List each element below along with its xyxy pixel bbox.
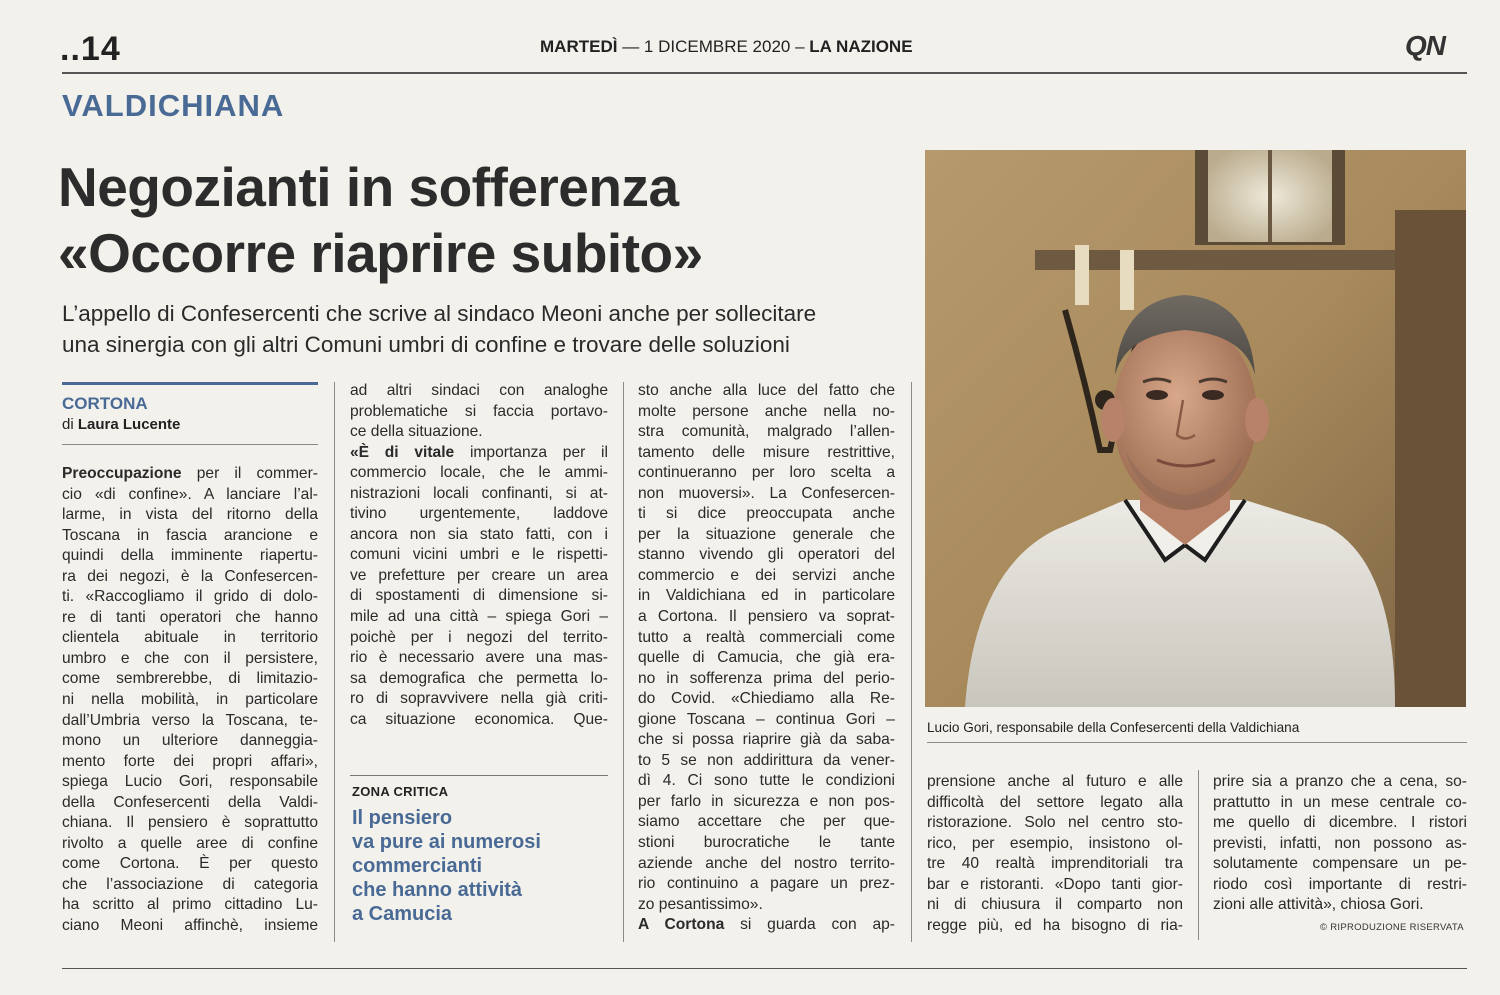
article-line: che si possa riaprire già da saba- — [638, 731, 895, 749]
subhead-line: una sinergia con gli altri Comuni umbri di confine e trovare delle soluzioni — [62, 332, 790, 357]
article-line: to 5 se non addirittura da vener- — [638, 751, 895, 769]
article-line: tutto a realtà commerciali come — [638, 628, 895, 646]
box-line: commercianti — [352, 855, 483, 877]
article-line: a Cortona. Il pensiero va soprat- — [638, 608, 895, 626]
byline-location: CORTONA — [62, 394, 148, 413]
paragraph-lead: «È di vitale — [350, 443, 455, 461]
headline — [58, 154, 908, 286]
article-line: commercio locale, che le ammi- — [350, 464, 608, 482]
article-line: umbro e che con il persistere, — [62, 649, 318, 667]
article-line: cio «di confine». A lanciare l’al- — [62, 485, 318, 503]
article-line: commercio e dei servizi anche — [638, 566, 895, 584]
article-line: ti. «Raccogliamo il grido di dolo- — [62, 588, 318, 606]
article-line: mento forte dei propri affari», — [62, 752, 318, 770]
article-line: ni di chiusura il comparto non — [927, 896, 1183, 914]
article-line: ad altri sindaci con analoghe — [350, 382, 608, 399]
article-line: poichè per i negozi del territo- — [350, 628, 608, 646]
article-line: Toscana in fascia arancione e — [62, 526, 318, 544]
article-line: continueranno per loro scelta a — [638, 464, 895, 482]
qn-logo: QN — [1405, 30, 1445, 61]
article-line: prattutto in un mese centrale co- — [1213, 793, 1467, 811]
dateline-date: 1 DICEMBRE 2020 — [643, 37, 791, 56]
box-top-rule — [350, 775, 608, 776]
box-line: a Camucia — [352, 903, 453, 925]
byline-author: di Laura Lucente — [62, 416, 181, 433]
article-line: stra comunità, malgrado l’allen- — [638, 423, 895, 441]
article-line: come Cortona. È per questo — [62, 855, 318, 873]
article-line: problematiche si faccia portavo- — [350, 402, 608, 420]
article-line: bar e ristoranti. «Dopo tanti gior- — [927, 875, 1183, 893]
article-line: gione Toscana – continua Gori – — [638, 710, 895, 728]
article-line: ni nella mobilità, in particolare — [62, 691, 318, 709]
article-line: prensione anche al futuro e alle — [927, 773, 1183, 790]
byline-bottom-rule — [62, 444, 318, 445]
article-line: Preoccupazione per il commer- — [62, 465, 318, 482]
article-line: comuni vicini umbri e le rispetti- — [350, 546, 608, 564]
article-line: aziende anche del nostro territo- — [638, 854, 895, 872]
article-line: nistrazioni locali confinanti, si at- — [350, 484, 608, 502]
page-number: ..14 — [60, 30, 121, 68]
article-line: prire sia a pranzo che a cena, so- — [1213, 773, 1467, 790]
article-line: per la situazione generale che — [638, 525, 895, 543]
column-divider — [911, 382, 912, 942]
article-line: tivino urgentemente, laddove — [350, 505, 608, 523]
article-column-3 — [638, 381, 895, 936]
article-line: spiega Lucio Gori, responsabile — [62, 773, 318, 791]
article-line: zo pesantissimo». — [638, 895, 763, 913]
article-line: regge più, ed ha bisogno di ria- — [927, 916, 1183, 934]
box-line: Il pensiero — [352, 807, 453, 829]
article-line: difficoltà del settore legato alla — [927, 793, 1183, 811]
subheadline — [62, 298, 912, 360]
article-line: tre 40 realtà imprenditoriali tra — [927, 855, 1183, 873]
article-line: previsti, infatti, non possono as- — [1213, 834, 1467, 852]
article-line: ciano Meoni affinchè, insieme — [62, 917, 318, 935]
article-column-5 — [1213, 772, 1467, 916]
article-line: della Confesercenti della Valdi- — [62, 793, 318, 811]
article-line: quelle di Camucia, che già era- — [638, 649, 895, 667]
footer-rule — [62, 968, 1467, 969]
article-line: mono un ulteriore danneggia- — [62, 732, 318, 750]
article-line: stioni burocratiche le tante — [638, 834, 895, 852]
article-line: ancora non sia stato fatti, con i — [350, 525, 608, 543]
article-line: non muoversi». La Confesercen- — [638, 484, 895, 502]
article-line: do Covid. «Chiediamo alla Re- — [638, 690, 895, 708]
article-line: ca situazione economica. Que- — [350, 710, 608, 728]
section-title: VALDICHIANA — [62, 88, 285, 123]
article-column-2 — [350, 381, 608, 730]
photo-caption: Lucio Gori, responsabile della Confesercenti della Valdichiana — [927, 720, 1300, 735]
article-line: stanno vivendo gli operatori del — [638, 546, 895, 564]
portrait-photo — [925, 150, 1466, 707]
article-line: ristorazione. Solo nel centro sto- — [927, 814, 1183, 832]
article-line: ro di sopravvivere nella già criti- — [350, 690, 608, 708]
article-column-4 — [927, 772, 1183, 936]
article-column-1 — [62, 464, 318, 937]
article-line: che l’associazione di categoria — [62, 875, 318, 893]
article-line: zioni alle attività», chiosa Gori. — [1213, 896, 1424, 914]
article-line: ra dei negozi, è la Confesercen- — [62, 567, 318, 585]
portrait-illustration — [925, 150, 1466, 707]
article-line: tamento delle misure restrittive, — [638, 443, 895, 461]
headline-line: «Occorre riaprire subito» — [58, 222, 703, 284]
article-line: sa demografica che permetta lo- — [350, 669, 608, 687]
article-line: quindi della imminente riapertu- — [62, 547, 318, 565]
article-line: rio continuino a pagare un prez- — [638, 875, 895, 893]
byline-rule — [62, 382, 318, 385]
newspaper-name: LA NAZIONE — [809, 37, 913, 56]
box-label: ZONA CRITICA — [352, 784, 449, 799]
paragraph-lead: Preoccupazione — [62, 465, 182, 482]
dateline: MARTEDÌ — 1 DICEMBRE 2020 – LA NAZIONE — [540, 37, 913, 56]
paragraph-lead: A Cortona — [638, 916, 725, 934]
article-line: larme, in vista del ritorno della — [62, 506, 318, 524]
article-line: me quello di dicembre. I ristori — [1213, 814, 1467, 832]
article-line: come sembrerebbe, di limitazio- — [62, 670, 318, 688]
headline-line: Negozianti in sofferenza — [58, 156, 679, 218]
subhead-line: L’appello di Confesercenti che scrive al sindaco Meoni anche per sollecitare — [62, 301, 817, 326]
article-line: ti si dice preoccupata anche — [638, 505, 895, 523]
column-divider — [334, 382, 335, 942]
article-line: siamo accettare che per que- — [638, 813, 895, 831]
caption-rule — [927, 742, 1467, 743]
article-line: riodo così importante di restri- — [1213, 875, 1467, 893]
column-divider — [623, 382, 624, 942]
article-line: sto anche alla luce del fatto che — [638, 382, 895, 399]
article-line: in Valdichiana ed in particolare — [638, 587, 895, 605]
article-line: solutamente compensare un pe- — [1213, 855, 1467, 873]
article-line: ve prefetture per creare un area — [350, 566, 608, 584]
article-line: rio è necessario avere una mas- — [350, 649, 608, 667]
article-line: rico, per esempio, insistono ol- — [927, 834, 1183, 852]
article-line: ce della situazione. — [350, 423, 483, 441]
header-rule — [62, 72, 1467, 74]
article-line: molte persone anche nella no- — [638, 402, 895, 420]
article-line: per farlo in sicurezza e non pos- — [638, 792, 895, 810]
article-line: dall’Umbria verso la Toscana, te- — [62, 711, 318, 729]
article-line: no in sofferenza prima del perio- — [638, 669, 895, 687]
article-line: «È di vitale importanza per il — [350, 443, 608, 461]
article-line: rivolto a quelle aree di confine — [62, 834, 318, 852]
box-line: va pure ai numerosi — [352, 831, 541, 853]
copyright-notice: © RIPRODUZIONE RISERVATA — [1320, 922, 1464, 933]
article-line: A Cortona si guarda con ap- — [638, 916, 895, 934]
article-line: di spostamenti di dimensione si- — [350, 587, 608, 605]
article-line: ha scritto al primo cittadino Lu- — [62, 896, 318, 914]
article-line: dì 4. Ci sono tutte le condizioni — [638, 772, 895, 790]
dateline-day: MARTEDÌ — [540, 37, 618, 56]
article-line: re di tanti operatori che hanno — [62, 608, 318, 626]
article-line: chiana. Il pensiero è soprattutto — [62, 814, 318, 832]
box-quote — [352, 806, 541, 926]
article-line: clientela abituale in territorio — [62, 629, 318, 647]
box-line: che hanno attività — [352, 879, 523, 901]
article-line: mile ad una città – spiega Gori – — [350, 608, 608, 626]
column-divider — [1198, 770, 1199, 940]
